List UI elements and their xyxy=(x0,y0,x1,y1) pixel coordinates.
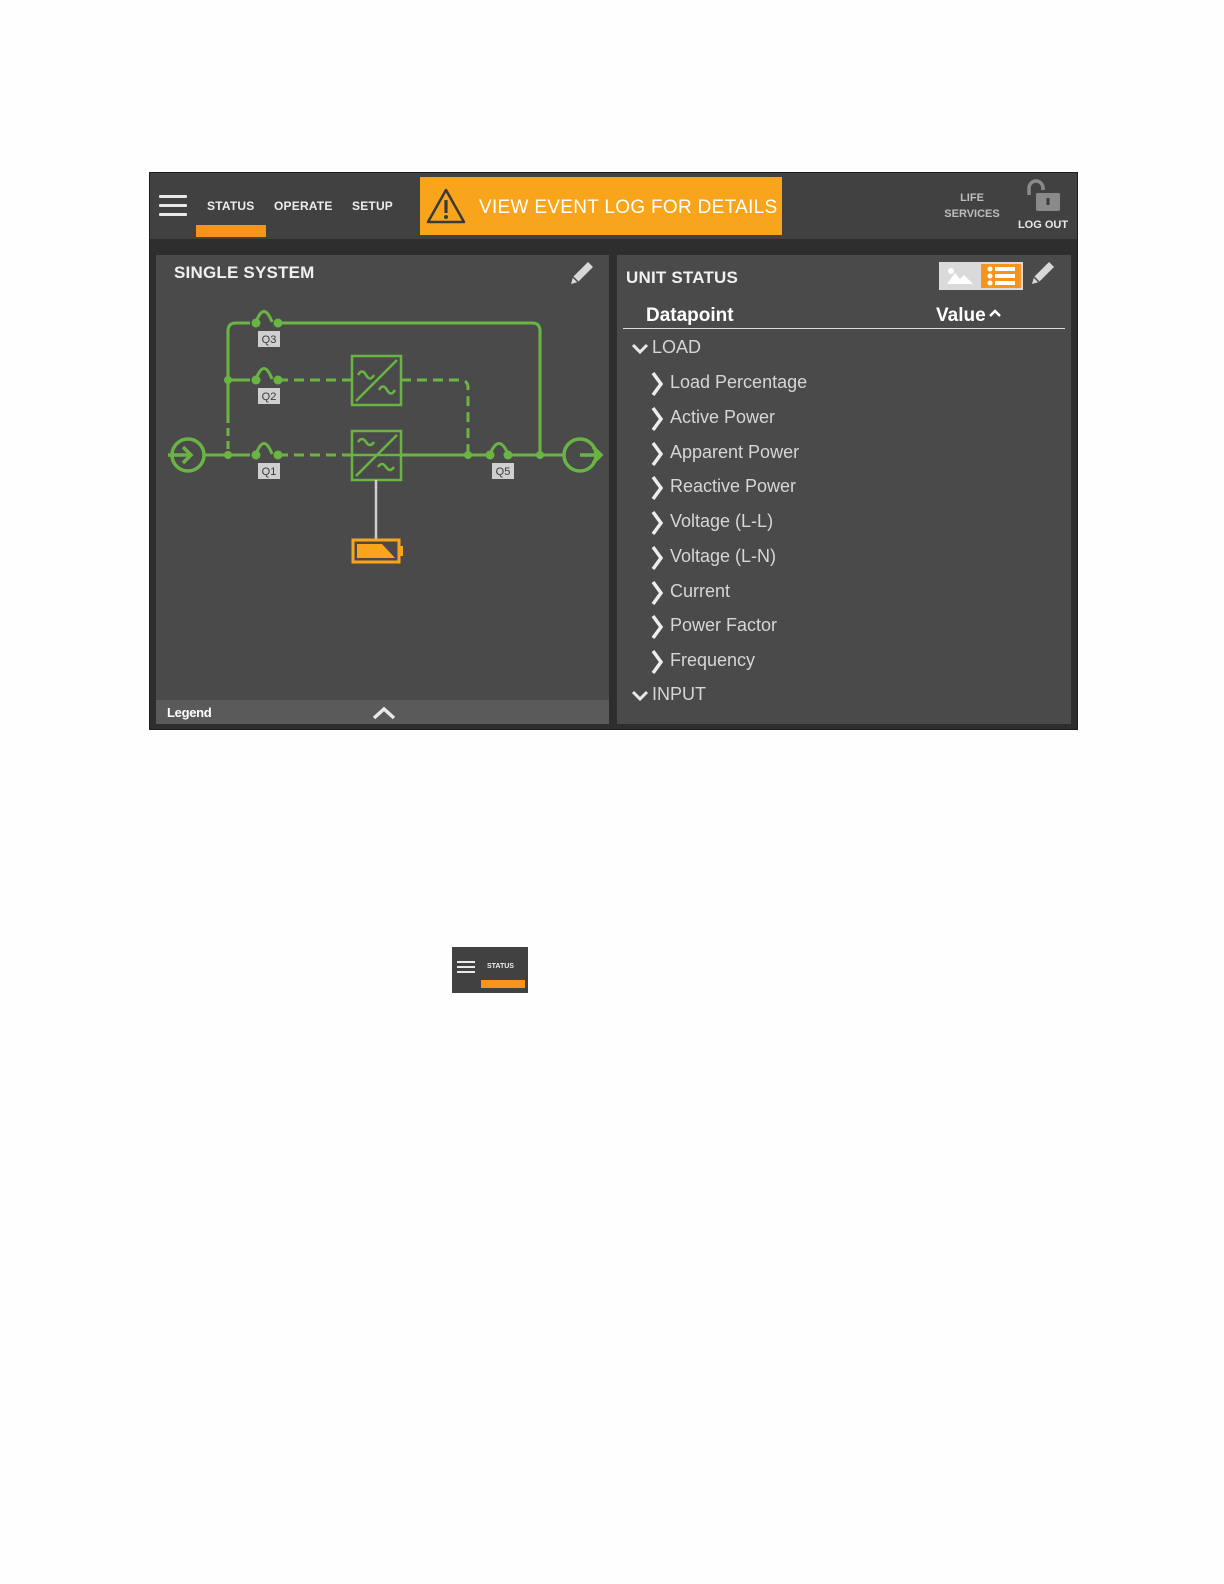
datapoint-label: Power Factor xyxy=(670,615,778,635)
datapoint-column-header[interactable]: Datapoint xyxy=(646,305,734,326)
value-column-label: Value xyxy=(936,305,986,326)
chevron-right-icon xyxy=(650,441,664,467)
value-column-header[interactable] xyxy=(936,305,1001,327)
datapoint-row-voltage-ll[interactable] xyxy=(650,510,1030,536)
view-mode-toggle xyxy=(939,262,1023,290)
rectifier-inverter-module-icon xyxy=(352,431,401,480)
datapoint-row-reactive-power[interactable] xyxy=(650,475,1030,501)
life-services-label-line2: SERVICES xyxy=(944,208,1000,220)
alert-message: VIEW EVENT LOG FOR DETAILS xyxy=(479,197,778,218)
switch-label-q1: Q1 xyxy=(261,466,277,478)
battery-icon xyxy=(353,540,403,562)
top-bar xyxy=(150,173,1078,239)
legend-label: Legend xyxy=(167,705,212,720)
chevron-right-icon xyxy=(650,614,664,640)
datapoint-label: Current xyxy=(670,581,731,601)
status-tab-thumbnail xyxy=(452,947,528,993)
list-view-icon xyxy=(981,264,1021,288)
tab-status[interactable]: STATUS xyxy=(207,199,255,213)
datapoint-label: Frequency xyxy=(670,650,756,670)
switch-label-q3: Q3 xyxy=(261,334,277,346)
single-system-title: SINGLE SYSTEM xyxy=(174,263,315,282)
static-bypass-converter-icon xyxy=(352,356,401,405)
output-load-icon xyxy=(564,439,601,471)
group-label-input: INPUT xyxy=(652,684,706,704)
chevron-right-icon xyxy=(650,545,664,571)
chevron-right-icon xyxy=(650,406,664,432)
hamburger-menu-icon xyxy=(457,961,475,975)
thumbnail-tab-label: STATUS xyxy=(487,963,514,970)
switch-label-q2: Q2 xyxy=(261,391,277,403)
datapoint-row-apparent-power[interactable] xyxy=(650,441,1030,467)
datapoint-label: Active Power xyxy=(670,407,776,427)
ups-display-screen xyxy=(149,172,1078,730)
edit-pencil-icon[interactable] xyxy=(1027,257,1059,289)
legend-bar[interactable] xyxy=(156,700,609,724)
logout-label: LOG OUT xyxy=(1017,219,1069,231)
header-divider xyxy=(623,328,1065,329)
warning-icon xyxy=(426,188,466,224)
life-services-button[interactable] xyxy=(936,190,1008,222)
datapoint-label: Apparent Power xyxy=(670,442,800,462)
datapoint-row-voltage-ln[interactable] xyxy=(650,545,1030,571)
single-system-panel xyxy=(156,255,609,724)
chevron-right-icon xyxy=(650,580,664,606)
active-tab-indicator xyxy=(196,225,266,237)
hamburger-menu-icon[interactable] xyxy=(159,195,187,217)
datapoint-label: Voltage (L-N) xyxy=(670,546,777,566)
datapoint-row-current[interactable] xyxy=(650,580,1030,606)
chevron-up-icon xyxy=(372,706,396,720)
chevron-right-icon xyxy=(650,510,664,536)
datapoint-row-frequency[interactable] xyxy=(650,649,1030,675)
group-label-load: LOAD xyxy=(652,337,702,357)
datapoint-label: Load Percentage xyxy=(670,372,808,392)
input-source-icon xyxy=(168,439,204,471)
unlocked-padlock-icon xyxy=(1024,179,1062,213)
image-view-icon xyxy=(941,264,979,288)
chevron-right-icon xyxy=(650,371,664,397)
tab-operate[interactable]: OPERATE xyxy=(274,199,333,213)
datapoint-row-active-power[interactable] xyxy=(650,406,1030,432)
datapoint-row-power-factor[interactable] xyxy=(650,614,1030,640)
chevron-right-icon xyxy=(650,475,664,501)
switch-label-q5: Q5 xyxy=(495,466,511,478)
datapoint-label: Reactive Power xyxy=(670,476,797,496)
datapoint-label: Voltage (L-L) xyxy=(670,511,774,531)
unit-status-title: UNIT STATUS xyxy=(626,268,739,287)
life-services-label-line1: LIFE xyxy=(960,192,984,204)
datapoint-row-load-percentage[interactable] xyxy=(650,371,1030,397)
edit-pencil-icon[interactable] xyxy=(566,257,598,289)
tab-setup[interactable]: SETUP xyxy=(352,199,394,213)
image-view-button[interactable] xyxy=(941,264,979,288)
active-tab-indicator xyxy=(481,980,525,988)
event-log-alert-banner[interactable] xyxy=(420,177,782,235)
logout-button[interactable] xyxy=(1012,179,1074,233)
sort-ascending-icon xyxy=(989,309,1001,317)
chevron-down-icon xyxy=(631,690,649,702)
list-view-button[interactable] xyxy=(981,264,1021,288)
chevron-down-icon xyxy=(631,343,649,355)
chevron-right-icon xyxy=(650,649,664,675)
one-line-diagram xyxy=(156,295,609,615)
unit-status-panel xyxy=(617,255,1071,724)
